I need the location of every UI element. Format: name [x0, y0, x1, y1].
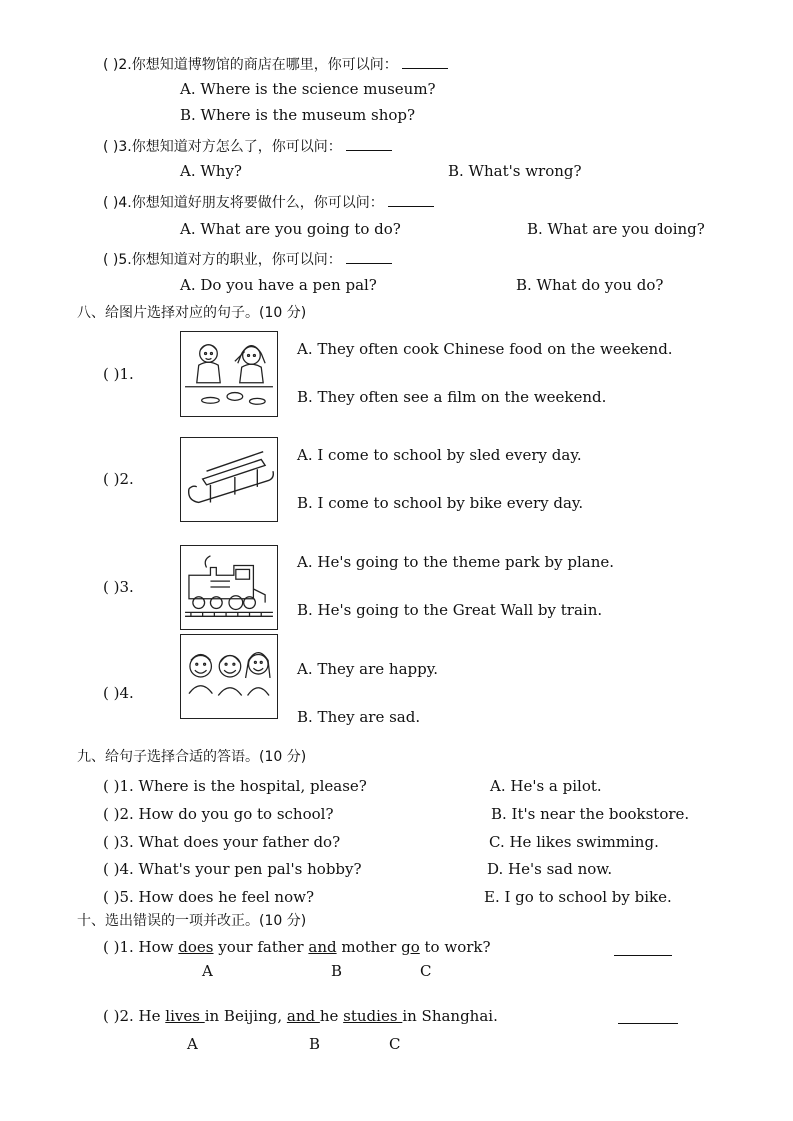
- q8-4-option-b: B. They are sad.: [297, 708, 421, 726]
- q8-2-option-b: B. I come to school by bike every day.: [297, 494, 584, 512]
- answer-blank[interactable]: [346, 136, 392, 151]
- answer-blank[interactable]: [346, 249, 392, 264]
- q7-2-prompt: [103, 54, 448, 74]
- q10-2-label-a: A: [187, 1035, 198, 1053]
- q8-2-option-a: A. I come to school by sled every day.: [297, 446, 582, 464]
- q10-1-text: your father: [213, 938, 309, 956]
- q8-4-number: ( )4.: [103, 684, 134, 702]
- q7-5-option-a: A. Do you have a pen pal?: [180, 276, 377, 294]
- q10-1-label-c: C: [420, 962, 432, 980]
- q7-3-text: 你想知道对方怎么了，你可以问：: [131, 139, 342, 155]
- q9-3-question: ( )3. What does your father do?: [103, 833, 341, 851]
- q10-2-option-b-word: and: [286, 1007, 320, 1025]
- section-10-title: 十、选出错误的一项并改正。(10 分): [77, 913, 307, 929]
- q10-1-number: ( )1. How: [103, 938, 179, 956]
- q10-2-answer-line[interactable]: [618, 1022, 678, 1024]
- q7-5-option-b: B. What do you do?: [516, 276, 664, 294]
- q10-2-option-a-word: lives: [165, 1007, 205, 1025]
- q7-4-prompt: [103, 192, 434, 212]
- q7-4-option-a: A. What are you going to do?: [180, 220, 401, 238]
- q9-answer-c: C. He likes swimming.: [489, 833, 659, 851]
- answer-blank[interactable]: [388, 192, 434, 207]
- q10-1-label-a: A: [202, 962, 213, 980]
- q10-1-option-b-word: and: [308, 938, 337, 956]
- q7-5-text: 你想知道对方的职业，你可以问：: [131, 252, 342, 268]
- q9-answer-d: D. He's sad now.: [487, 860, 613, 878]
- q9-2-question: ( )2. How do you go to school?: [103, 805, 334, 823]
- q7-3-option-a: A. Why?: [180, 162, 242, 180]
- q10-1-sentence: [103, 938, 491, 956]
- q10-2-label-c: C: [389, 1035, 401, 1053]
- q10-1-option-c-word: go: [401, 938, 420, 956]
- q7-3-option-b: B. What's wrong?: [448, 162, 582, 180]
- q7-3-number: ( )3.: [103, 139, 132, 155]
- q9-answer-a: A. He's a pilot.: [490, 777, 602, 795]
- q8-3-option-b: B. He's going to the Great Wall by train.: [297, 601, 603, 619]
- train-icon: [180, 545, 278, 630]
- section-9-title: 九、给句子选择合适的答语。(10 分): [77, 749, 307, 765]
- q9-4-question: ( )4. What's your pen pal's hobby?: [103, 860, 362, 878]
- q10-2-text: he: [319, 1007, 344, 1025]
- q9-answer-e: E. I go to school by bike.: [484, 888, 672, 906]
- q10-2-option-c-word: studies: [343, 1007, 403, 1025]
- q8-3-option-a: A. He's going to the theme park by plane.: [297, 553, 615, 571]
- q7-3-prompt: [103, 136, 392, 156]
- q7-2-number: ( )2.: [103, 57, 132, 73]
- q10-2-text: in Beijing,: [204, 1007, 287, 1025]
- q10-2-label-b: B: [309, 1035, 321, 1053]
- q7-2-option-b: B. Where is the museum shop?: [180, 106, 416, 124]
- q7-4-option-b: B. What are you doing?: [527, 220, 705, 238]
- section-8-title: 八、给图片选择对应的句子。(10 分): [77, 305, 307, 321]
- q8-1-option-a: A. They often cook Chinese food on the weekend.: [297, 340, 673, 358]
- answer-blank[interactable]: [402, 54, 448, 69]
- q10-1-text: mother: [336, 938, 402, 956]
- q7-4-number: ( )4.: [103, 195, 132, 211]
- q9-1-question: ( )1. Where is the hospital, please?: [103, 777, 367, 795]
- q7-5-number: ( )5.: [103, 252, 132, 268]
- q10-1-option-a-word: does: [178, 938, 214, 956]
- sled-icon: [180, 437, 278, 522]
- q8-1-number: ( )1.: [103, 365, 134, 383]
- q8-4-option-a: A. They are happy.: [297, 660, 438, 678]
- q10-1-label-b: B: [331, 962, 343, 980]
- q10-2-number: ( )2. He: [103, 1007, 166, 1025]
- q9-answer-b: B. It's near the bookstore.: [491, 805, 690, 823]
- q7-5-prompt: [103, 249, 392, 269]
- happy-children-icon: [180, 634, 278, 719]
- q9-5-question: ( )5. How does he feel now?: [103, 888, 314, 906]
- q7-2-option-a: A. Where is the science museum?: [180, 80, 436, 98]
- q10-1-text: to work?: [419, 938, 491, 956]
- children-eating-icon: [180, 331, 278, 417]
- q10-1-answer-line[interactable]: [614, 954, 672, 956]
- q10-2-sentence: [103, 1007, 498, 1025]
- q10-2-text: in Shanghai.: [402, 1007, 498, 1025]
- q8-2-number: ( )2.: [103, 470, 134, 488]
- q7-2-text: 你想知道博物馆的商店在哪里，你可以问：: [131, 57, 398, 73]
- q8-1-option-b: B. They often see a film on the weekend.: [297, 388, 607, 406]
- q7-4-text: 你想知道好朋友将要做什么，你可以问：: [131, 195, 384, 211]
- q8-3-number: ( )3.: [103, 578, 134, 596]
